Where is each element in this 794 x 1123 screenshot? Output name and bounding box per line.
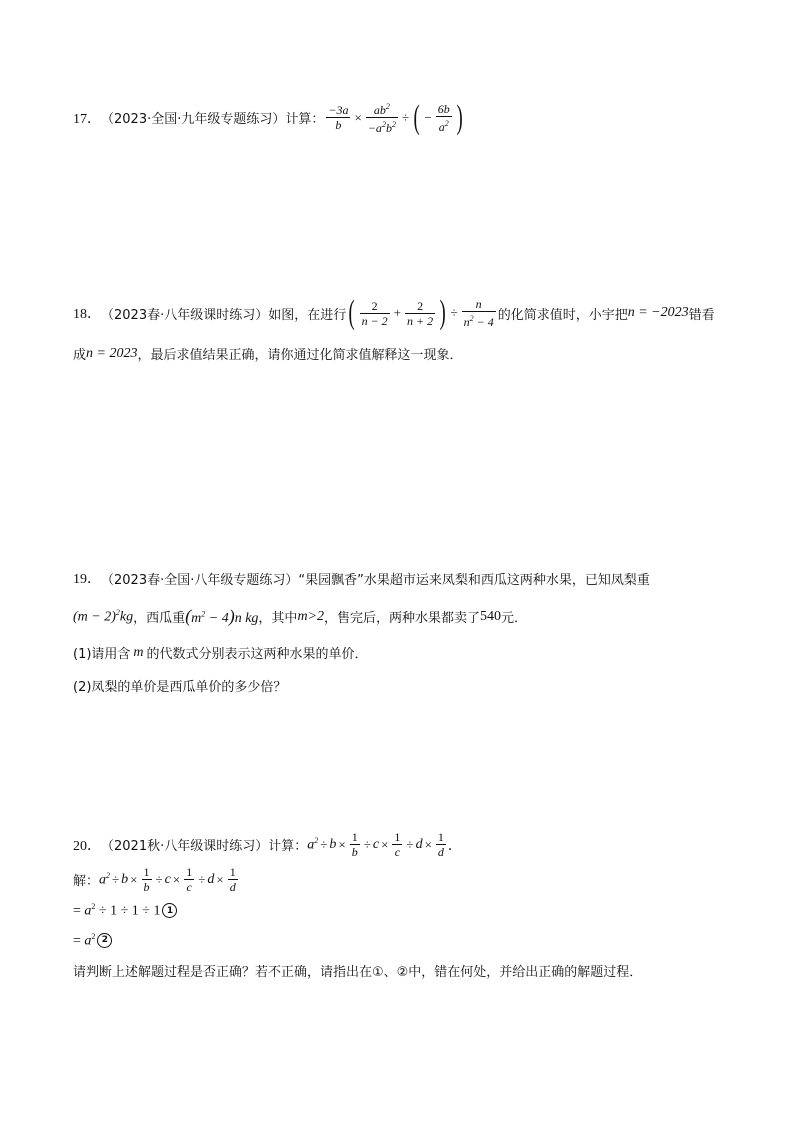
question-text: 的化简求值时，小宇把 (497, 307, 628, 323)
question-text: ，最后求值结果正确，请你通过化简求值解释这一现象． (137, 348, 463, 363)
question-text: “果园飘香”水果超市运来凤梨和西瓜这两种水果，已知凤梨重 (298, 572, 650, 588)
sub-question-2: (2)凤梨的单价是西瓜单价的多少倍？ (73, 680, 287, 695)
question-text: ，其中 (258, 611, 298, 626)
question-text: 元． (501, 611, 528, 626)
expression-18: ( $\frac{2}{n - 2}$ + $\frac{2}{n + 2}$ ) ÷ $\frac{n}{n^2 - 4}$ (348, 294, 494, 331)
step-marker-1: 1 (162, 903, 177, 918)
question-18 (73, 296, 734, 363)
question-text: 成 (73, 348, 87, 363)
question-20 (73, 830, 734, 980)
wrong-value: n = −2023 (627, 305, 689, 320)
question-source: （2023·全国·九年级专题练习） (101, 112, 286, 127)
condition: m>2 (297, 608, 324, 624)
expression-17: $\frac{-3a}{b}$ × $\frac{ab^2}{-a^2b^2}$ ÷ ( − $\frac{6b}{a^2}$ ) (328, 98, 463, 136)
question-number: 20． (73, 838, 101, 854)
question-instruction: 计算： (268, 839, 308, 854)
watermelon-weight: $(m^2 - 4)n$ kg (185, 606, 259, 626)
amount: 540 (480, 608, 502, 624)
question-source: （2023春·八年级课时练习） (101, 307, 269, 323)
variable: m (133, 644, 144, 660)
question-instruction: 计算： (285, 112, 325, 127)
solution-expression: $a^2$ ÷ b × $\frac{1}{b}$ ÷ c × $\frac{1}{c}$ ÷ d × $\frac{1}{d}$ (99, 865, 236, 894)
sub-question-1: (1)请用含 (73, 647, 131, 662)
step-marker-2: 2 (97, 933, 112, 948)
question-text: 错看 (688, 307, 715, 323)
question-17 (73, 100, 734, 135)
pineapple-weight: $(m - 2)^2kg$ (73, 607, 134, 625)
question-text: 请判断上述解题过程是否正确？若不正确，请指出在①、②中，错在何处，并给出正确的解题过程． (73, 965, 643, 981)
question-19 (73, 568, 734, 695)
question-number: 18． (73, 307, 101, 322)
question-text: ，售完后，两种水果都卖了 (324, 611, 481, 626)
question-number: 19． (73, 572, 101, 587)
solution-label: 解： (73, 874, 100, 889)
expression-20: $a^2$ ÷ b × $\frac{1}{b}$ ÷ c × $\frac{1}{c}$ ÷ d × $\frac{1}{d}$ ． (307, 830, 462, 859)
question-source: （2023春·全国·八年级专题练习） (101, 572, 299, 588)
read-value: n = 2023 (86, 345, 138, 361)
question-text: 如图，在进行 (268, 307, 347, 323)
question-text: ，西瓜重 (133, 611, 186, 626)
question-source: （2021秋·八年级课时练习） (101, 839, 269, 854)
sub-question-1-text: 的代数式分别表示这两种水果的单价． (146, 647, 368, 662)
solution-step-2: = $a^2$ (73, 931, 96, 949)
solution-step-1: = $a^2 \div 1 \div 1 \div 1$ (73, 902, 161, 919)
question-number: 17． (73, 111, 101, 127)
